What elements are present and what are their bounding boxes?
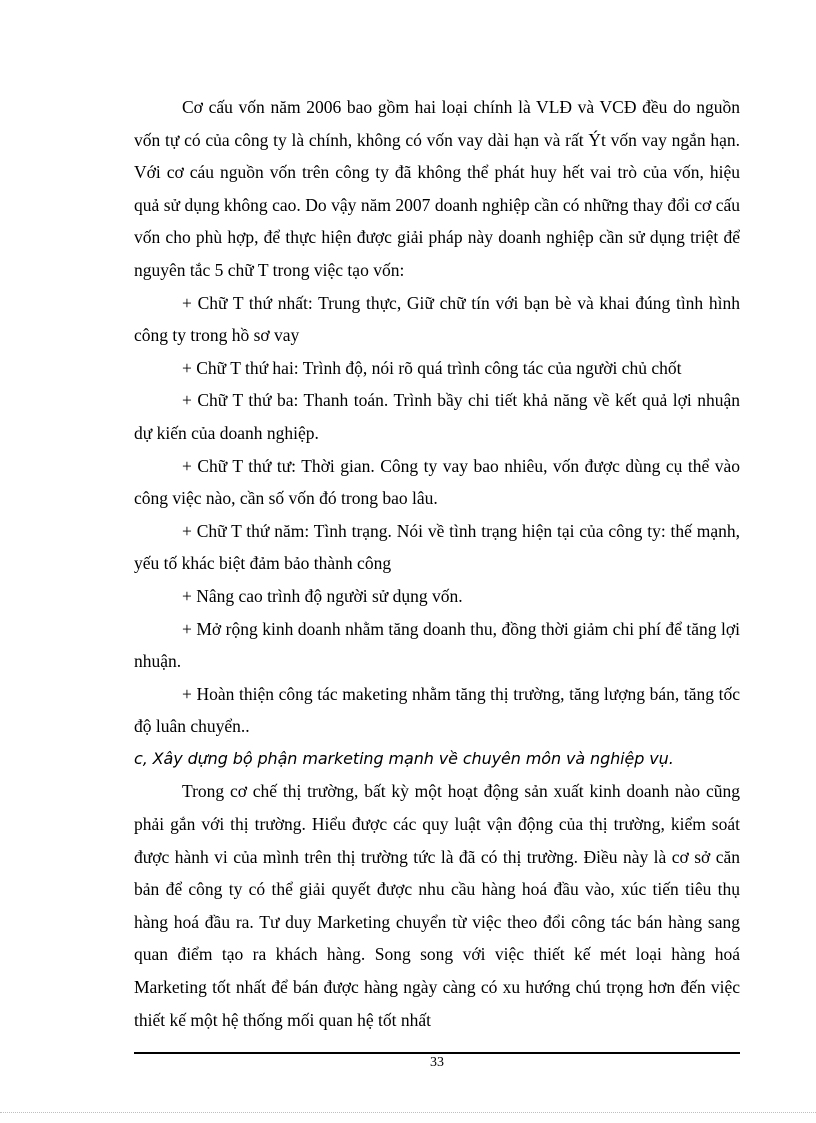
paragraph-improve-marketing: + Hoàn thiện công tác maketing nhằm tăng thị trường, tăng lượng bán, tăng tốc độ luân chuyển..	[134, 683, 740, 737]
body-text	[134, 91, 740, 1036]
page-number: 33	[430, 1055, 444, 1070]
footer-divider	[134, 1052, 740, 1054]
paragraph-t3: + Chữ T thứ ba: Thanh toán. Trình bầy chi tiết khả năng về kết quả lợi nhuận dự kiến của doanh nghiệp.	[134, 390, 740, 443]
page-bottom-border	[0, 1112, 816, 1113]
section-heading: c, Xây dựng bộ phận marketing mạnh về chuyên môn và nghiệp vụ.	[134, 748, 674, 768]
paragraph-expand-business: + Mở rộng kinh doanh nhằm tăng doanh thu, đồng thời giảm chi phí để tăng lợi nhuận.	[134, 618, 740, 672]
paragraph-market-mechanism: Trong cơ chế thị trường, bất kỳ một hoạt động sản xuất kinh doanh nào cũng phải gắn với thị trường. Hiểu được các quy luật vận động của thị trường, kiểm soát được hành vi của mình trên thị trường tức là đã có thị trường. Điều này là cơ sở căn bản để công ty có thể giải quyết được nhu cầu hàng hoá đầu vào, xúc tiến tiêu thụ hàng hoá đầu ra. Tư duy Marketing chuyển từ việc theo đổi công tác bán hàng sang quan điểm tạo ra khách hàng. Song song với việc thiết kế mét loại hàng hoá Marketing tốt nhất để bán được hàng ngày càng có xu hướng chú trọng hơn đến việc thiết kế một hệ thống mối quan hệ tốt nhất	[134, 781, 740, 1030]
paragraph-t1: + Chữ T thứ nhất: Trung thực, Giữ chữ tín với bạn bè và khai đúng tình hình công ty trong hồ sơ vay	[134, 292, 740, 346]
paragraph-t2: + Chữ T thứ hai: Trình độ, nói rõ quá trình công tác của người chủ chốt	[182, 357, 682, 378]
paragraph-t5: + Chữ T thứ năm: Tình trạng. Nói về tình trạng hiện tại của công ty: thế mạnh, yếu tố khác biệt đảm bảo thành công	[134, 520, 740, 574]
paragraph-capital-structure: Cơ cấu vốn năm 2006 bao gồm hai loại chính là VLĐ và VCĐ đều do nguồn vốn tự có của công ty là chính, không có vốn vay dài hạn và rất Ýt vốn vay ngắn hạn. Với cơ cáu nguồn vốn trên công ty đã không thể phát huy hết vai trò của vốn, hiệu quả sử dụng không cao. Do vậy năm 2007 doanh nghiệp cần có những thay đổi cơ cấu vốn cho phù hợp, để thực hiện được giải pháp này doanh nghiệp cần sử dụng triệt để nguyên tắc 5 chữ T trong việc tạo vốn:	[134, 97, 740, 280]
paragraph-t4: + Chữ T thứ tư: Thời gian. Công ty vay bao nhiêu, vốn được dùng cụ thể vào công việc nào, cần số vốn đó trong bao lâu.	[134, 455, 740, 509]
paragraph-improve-skills: + Nâng cao trình độ người sử dụng vốn.	[182, 585, 463, 606]
